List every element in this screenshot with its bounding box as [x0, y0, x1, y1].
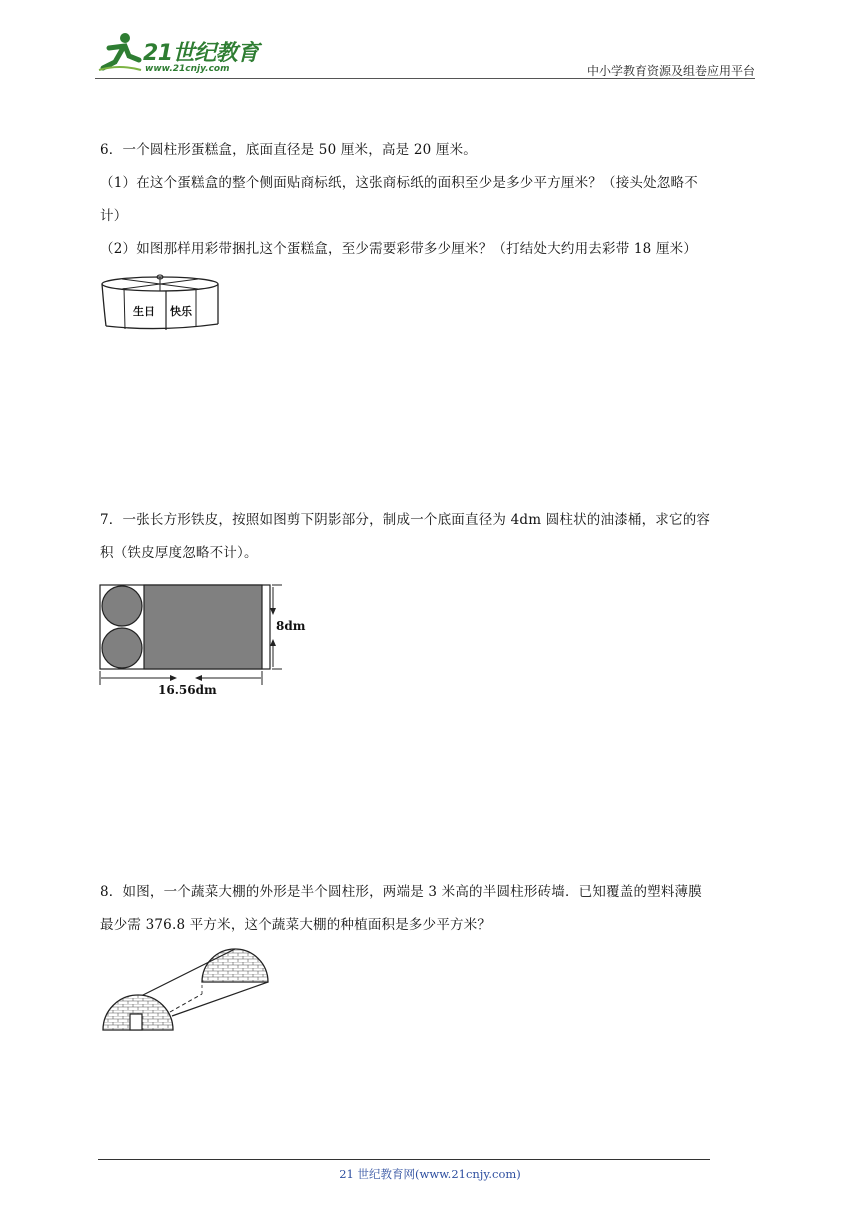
dim-height-label: 8dm: [276, 619, 306, 633]
logo-url: www.21cnjy.com: [145, 64, 230, 74]
q8-line2: 最少需 376.8 平方米，这个蔬菜大棚的种植面积是多少平方米？: [100, 917, 492, 933]
logo-text: 21世纪教育: [143, 41, 259, 66]
q6-part2: （2）如图那样用彩带捆扎这个蛋糕盒，至少需要彩带多少厘米？（打结处大约用去彩带 18 厘米）: [100, 241, 698, 257]
cake-label-right: 快乐: [170, 305, 192, 318]
platform-name: 中小学教育资源及组卷应用平台: [586, 64, 755, 78]
cake-label-left: 生日: [133, 305, 155, 318]
q7-line1: 7．一张长方形铁皮，按照如图剪下阴影部分，制成一个底面直径为 4dm 圆柱状的油漆桶，求它的容: [100, 512, 711, 528]
cake-box-figure: [100, 274, 225, 338]
question-7: [100, 504, 760, 570]
greenhouse-figure: [100, 944, 280, 1040]
q6-part1-line1: （1）在这个蛋糕盒的整个侧面贴商标纸，这张商标纸的面积至少是多少平方厘米？（接头处忽略不: [100, 175, 698, 191]
question-6: [100, 134, 760, 266]
question-8: [100, 876, 760, 942]
page-header: [95, 30, 755, 80]
q8-line1: 8．如图，一个蔬菜大棚的外形是半个圆柱形，两端是 3 米高的半圆柱形砖墙．已知覆盖的塑料薄膜: [100, 884, 702, 900]
iron-sheet-figure: [96, 582, 316, 701]
q6-part1-line2: 计）: [100, 208, 128, 224]
door-icon: [130, 1014, 142, 1030]
shaded-circle-top: [102, 586, 142, 626]
q6-stem: 6．一个圆柱形蛋糕盒，底面直径是 50 厘米，高是 20 厘米。: [100, 142, 478, 158]
shaded-circle-bottom: [102, 628, 142, 668]
dim-width-label: 16.56dm: [158, 683, 217, 697]
header-divider: [95, 78, 755, 79]
logo: [95, 30, 265, 78]
shaded-rectangle: [144, 585, 262, 669]
q7-line2: 积（铁皮厚度忽略不计）。: [100, 545, 258, 561]
runner-logo-icon: [95, 30, 143, 74]
page-footer[interactable]: 21 世纪教育网(www.21cnjy.com): [339, 1167, 521, 1181]
footer-divider: [98, 1159, 710, 1160]
